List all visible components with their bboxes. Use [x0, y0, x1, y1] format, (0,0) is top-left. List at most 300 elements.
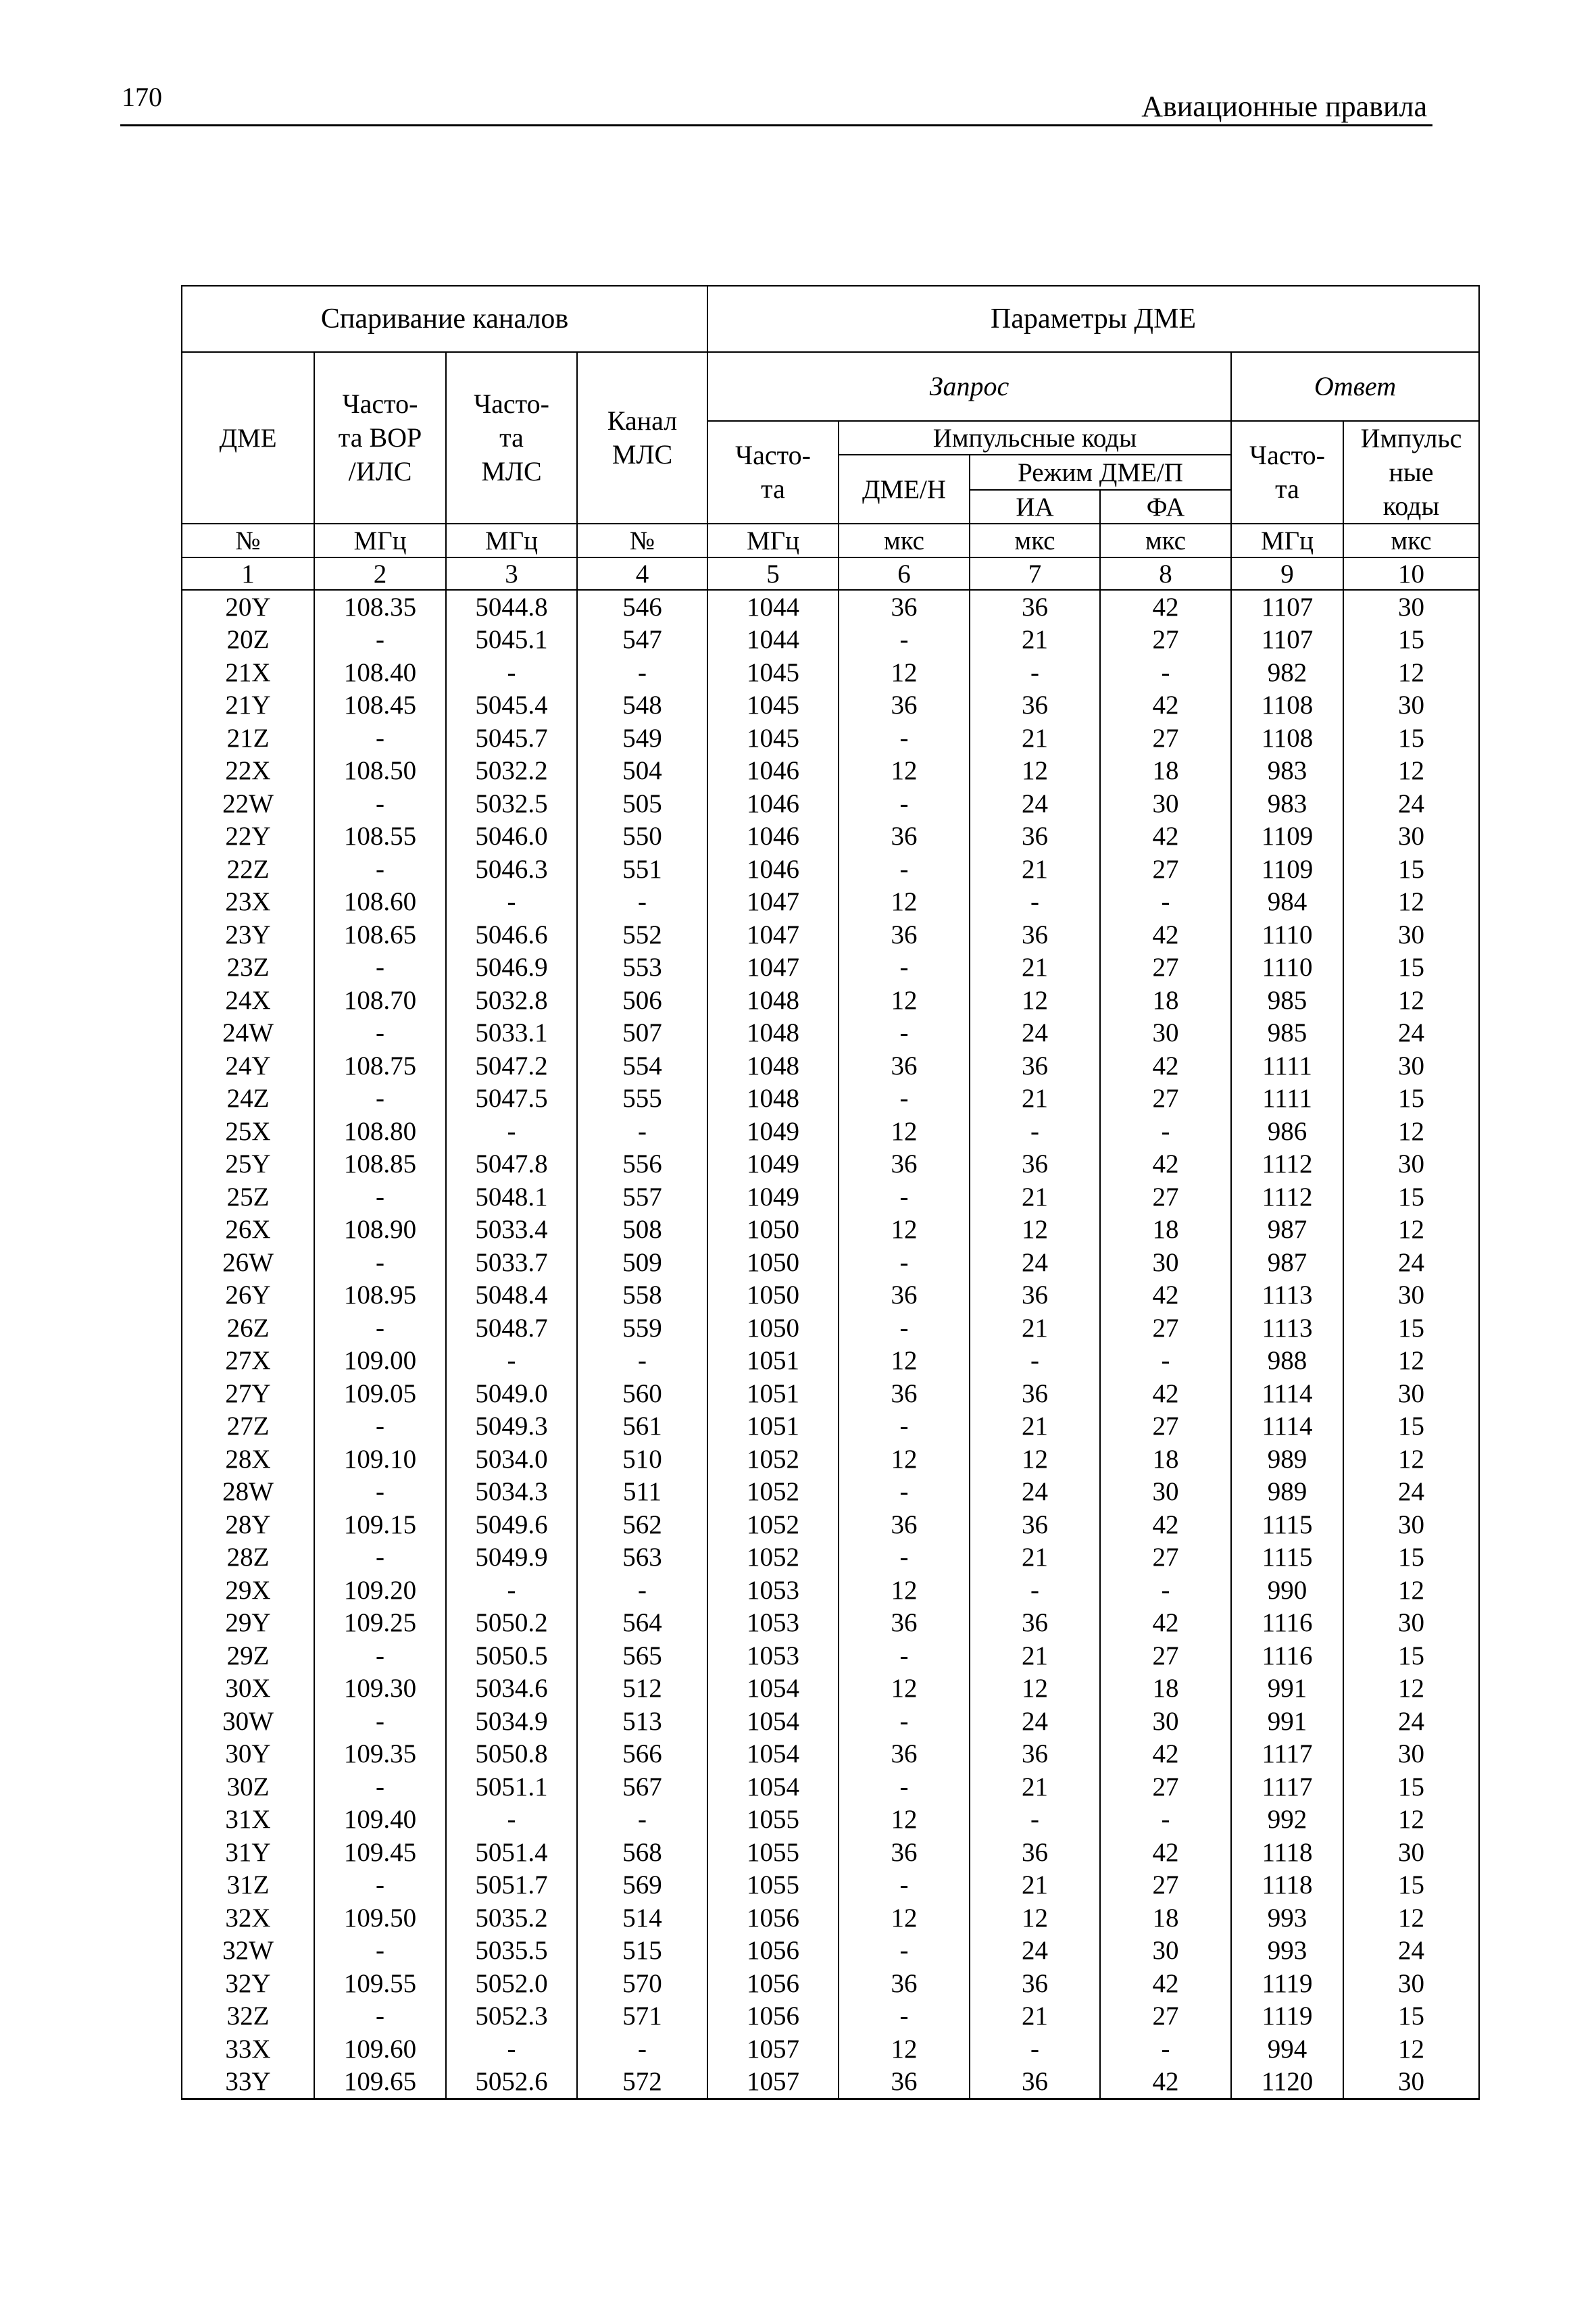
- table-cell: 12: [839, 984, 970, 1017]
- table-row: [182, 1639, 1479, 1672]
- table-cell: 30: [1343, 1836, 1479, 1869]
- table-cell: 31X: [182, 1803, 314, 1837]
- table-cell: 989: [1231, 1476, 1343, 1509]
- table-row: [182, 1738, 1479, 1771]
- table-cell: -: [314, 1312, 446, 1345]
- unit-cell: №: [577, 524, 707, 557]
- header-channel-mls: Канал МЛС: [577, 352, 707, 524]
- table-cell: 15: [1343, 1770, 1479, 1803]
- column-number: 9: [1231, 557, 1343, 590]
- table-cell: 1046: [707, 820, 839, 853]
- table-cell: 504: [577, 755, 707, 788]
- table-cell: 15: [1343, 853, 1479, 886]
- table-cell: 1050: [707, 1246, 839, 1279]
- table-cell: 21Y: [182, 689, 314, 722]
- table-cell: 1116: [1231, 1607, 1343, 1640]
- table-cell: 548: [577, 689, 707, 722]
- header-dme-n: ДМЕ/Н: [839, 455, 970, 524]
- table-row: [182, 984, 1479, 1017]
- table-cell: 108.35: [314, 590, 446, 624]
- table-row: [182, 886, 1479, 919]
- table-cell: 982: [1231, 656, 1343, 689]
- table-cell: -: [839, 853, 970, 886]
- table-cell: -: [314, 722, 446, 755]
- unit-cell: МГц: [707, 524, 839, 557]
- table-cell: 30: [1100, 1246, 1231, 1279]
- table-cell: -: [970, 1803, 1100, 1837]
- table-row: [182, 1279, 1479, 1312]
- table-cell: 24: [1343, 1017, 1479, 1050]
- table-cell: 30: [1343, 1279, 1479, 1312]
- table-cell: 1051: [707, 1410, 839, 1443]
- table-cell: 5034.3: [446, 1476, 577, 1509]
- table-cell: 36: [839, 1836, 970, 1869]
- table-cell: 24Y: [182, 1049, 314, 1082]
- table-cell: 12: [839, 1901, 970, 1935]
- table-cell: 1115: [1231, 1508, 1343, 1541]
- table-cell: 1048: [707, 1082, 839, 1116]
- table-cell: 551: [577, 853, 707, 886]
- table-cell: 5044.8: [446, 590, 577, 624]
- table-row: [182, 1901, 1479, 1935]
- table-cell: -: [970, 1345, 1100, 1378]
- table-cell: -: [839, 1639, 970, 1672]
- table-cell: 1044: [707, 624, 839, 657]
- table-cell: -: [1100, 2033, 1231, 2066]
- table-cell: 507: [577, 1017, 707, 1050]
- table-cell: 549: [577, 722, 707, 755]
- table-cell: 24: [970, 1246, 1100, 1279]
- table-cell: 30: [1343, 1148, 1479, 1181]
- table-cell: 18: [1100, 1672, 1231, 1706]
- table-cell: 109.45: [314, 1836, 446, 1869]
- table-cell: -: [1100, 1115, 1231, 1148]
- table-cell: 570: [577, 1967, 707, 2000]
- table-cell: 42: [1100, 689, 1231, 722]
- table-cell: 12: [839, 1345, 970, 1378]
- table-cell: 12: [970, 1901, 1100, 1935]
- header-dme: ДМЕ: [182, 352, 314, 524]
- table-cell: 30: [1100, 787, 1231, 820]
- table-cell: 18: [1100, 1443, 1231, 1476]
- table-cell: 983: [1231, 755, 1343, 788]
- table-cell: 108.80: [314, 1115, 446, 1148]
- table-cell: -: [314, 1476, 446, 1509]
- table-cell: 30: [1100, 1935, 1231, 1968]
- table-cell: 30: [1343, 689, 1479, 722]
- table-cell: 27: [1100, 1082, 1231, 1116]
- table-cell: 36: [839, 1738, 970, 1771]
- table-cell: 109.20: [314, 1574, 446, 1607]
- table-cell: 42: [1100, 1148, 1231, 1181]
- table-cell: -: [314, 1017, 446, 1050]
- unit-cell: МГц: [446, 524, 577, 557]
- table-cell: -: [839, 951, 970, 985]
- table-cell: 24: [1343, 787, 1479, 820]
- table-cell: 1056: [707, 1935, 839, 1968]
- table-cell: 1120: [1231, 2066, 1343, 2099]
- table-cell: 15: [1343, 1082, 1479, 1116]
- header-request: Запрос: [707, 352, 1231, 421]
- table-cell: 1117: [1231, 1770, 1343, 1803]
- table-cell: 27: [1100, 722, 1231, 755]
- table-row: [182, 1574, 1479, 1607]
- table-cell: 1109: [1231, 853, 1343, 886]
- table-cell: 5032.2: [446, 755, 577, 788]
- table-cell: -: [839, 1180, 970, 1214]
- table-cell: 1118: [1231, 1836, 1343, 1869]
- table-cell: 547: [577, 624, 707, 657]
- table-cell: 33X: [182, 2033, 314, 2066]
- table-cell: 30Z: [182, 1770, 314, 1803]
- table-cell: 1054: [707, 1770, 839, 1803]
- table-cell: 1055: [707, 1836, 839, 1869]
- table-cell: 5048.7: [446, 1312, 577, 1345]
- table-row: [182, 755, 1479, 788]
- table-cell: 21: [970, 2000, 1100, 2033]
- table-cell: 1107: [1231, 624, 1343, 657]
- table-cell: 36: [839, 590, 970, 624]
- table-cell: 108.90: [314, 1214, 446, 1247]
- header-mode-dme-p: Режим ДМЕ/П: [970, 455, 1231, 490]
- table-cell: 30Y: [182, 1738, 314, 1771]
- table-cell: -: [1100, 656, 1231, 689]
- table-cell: 12: [1343, 886, 1479, 919]
- table-cell: -: [314, 1541, 446, 1574]
- table-cell: 25Y: [182, 1148, 314, 1181]
- column-numbers-row: [182, 557, 1479, 590]
- table-cell: 553: [577, 951, 707, 985]
- table-cell: 27: [1100, 1770, 1231, 1803]
- table-cell: 563: [577, 1541, 707, 1574]
- table-cell: 512: [577, 1672, 707, 1706]
- table-cell: 12: [839, 1443, 970, 1476]
- table-row: [182, 853, 1479, 886]
- table-cell: -: [1100, 1345, 1231, 1378]
- column-number: 7: [970, 557, 1100, 590]
- table-cell: 22X: [182, 755, 314, 788]
- table-row: [182, 1508, 1479, 1541]
- table-cell: 505: [577, 787, 707, 820]
- table-row: [182, 1607, 1479, 1640]
- table-cell: 557: [577, 1180, 707, 1214]
- table-cell: 1112: [1231, 1180, 1343, 1214]
- table-cell: 21Z: [182, 722, 314, 755]
- table-cell: 24X: [182, 984, 314, 1017]
- table-cell: 15: [1343, 1869, 1479, 1902]
- table-cell: 36: [970, 590, 1100, 624]
- table-cell: 28X: [182, 1443, 314, 1476]
- table-cell: 27: [1100, 951, 1231, 985]
- table-cell: 42: [1100, 590, 1231, 624]
- table-cell: 108.60: [314, 886, 446, 919]
- table-row: [182, 1770, 1479, 1803]
- table-cell: 5051.1: [446, 1770, 577, 1803]
- table-cell: -: [839, 787, 970, 820]
- table-cell: 5033.4: [446, 1214, 577, 1247]
- table-cell: 42: [1100, 1836, 1231, 1869]
- table-cell: 23Z: [182, 951, 314, 985]
- table-cell: 42: [1100, 1049, 1231, 1082]
- table-cell: 12: [839, 1115, 970, 1148]
- table-cell: -: [839, 1869, 970, 1902]
- table-cell: 21: [970, 951, 1100, 985]
- table-cell: 12: [839, 2033, 970, 2066]
- table-cell: 1048: [707, 1017, 839, 1050]
- table-cell: 27: [1100, 1410, 1231, 1443]
- table-cell: 509: [577, 1246, 707, 1279]
- table-cell: 42: [1100, 820, 1231, 853]
- table-cell: 1045: [707, 689, 839, 722]
- table-cell: 108.55: [314, 820, 446, 853]
- table-cell: 986: [1231, 1115, 1343, 1148]
- table-cell: 26Y: [182, 1279, 314, 1312]
- table-cell: -: [314, 1705, 446, 1738]
- table-cell: 1052: [707, 1541, 839, 1574]
- table-cell: 566: [577, 1738, 707, 1771]
- table-cell: 26W: [182, 1246, 314, 1279]
- table-cell: -: [314, 1246, 446, 1279]
- table-cell: 5052.3: [446, 2000, 577, 2033]
- table-cell: 12: [970, 984, 1100, 1017]
- table-row: [182, 1148, 1479, 1181]
- table-cell: 21: [970, 1639, 1100, 1672]
- table-cell: 5049.0: [446, 1377, 577, 1410]
- table-cell: 560: [577, 1377, 707, 1410]
- table-cell: 1117: [1231, 1738, 1343, 1771]
- table-cell: 32X: [182, 1901, 314, 1935]
- table-cell: -: [1100, 886, 1231, 919]
- table-row: [182, 1541, 1479, 1574]
- table-cell: 36: [970, 918, 1100, 951]
- table-cell: -: [446, 2033, 577, 2066]
- table-cell: 1053: [707, 1639, 839, 1672]
- table-cell: 25X: [182, 1115, 314, 1148]
- unit-cell: мкс: [1343, 524, 1479, 557]
- table-cell: 1114: [1231, 1377, 1343, 1410]
- table-cell: 5048.1: [446, 1180, 577, 1214]
- table-cell: 513: [577, 1705, 707, 1738]
- table-cell: 42: [1100, 1377, 1231, 1410]
- table-cell: -: [314, 1639, 446, 1672]
- table-cell: 1045: [707, 656, 839, 689]
- table-cell: 1119: [1231, 1967, 1343, 2000]
- table-cell: 559: [577, 1312, 707, 1345]
- table-cell: 36: [839, 1279, 970, 1312]
- table-cell: 5047.2: [446, 1049, 577, 1082]
- table-cell: 1053: [707, 1607, 839, 1640]
- table-cell: 5033.7: [446, 1246, 577, 1279]
- unit-cell: мкс: [970, 524, 1100, 557]
- table-row: [182, 1836, 1479, 1869]
- table-cell: 36: [970, 1738, 1100, 1771]
- table-cell: 5047.5: [446, 1082, 577, 1116]
- table-cell: 988: [1231, 1345, 1343, 1378]
- table-cell: -: [314, 624, 446, 657]
- table-cell: 1116: [1231, 1639, 1343, 1672]
- table-cell: 1050: [707, 1312, 839, 1345]
- table-cell: 990: [1231, 1574, 1343, 1607]
- column-number: 10: [1343, 557, 1479, 590]
- page-number: 170: [122, 82, 162, 112]
- table-cell: -: [839, 624, 970, 657]
- column-number: 4: [577, 557, 707, 590]
- table-cell: 29X: [182, 1574, 314, 1607]
- table-cell: 29Y: [182, 1607, 314, 1640]
- table-cell: 42: [1100, 1279, 1231, 1312]
- table-header: [182, 286, 1479, 590]
- table-cell: 24: [1343, 1476, 1479, 1509]
- table-cell: 12: [1343, 656, 1479, 689]
- table-cell: 1050: [707, 1214, 839, 1247]
- table-cell: 28Z: [182, 1541, 314, 1574]
- table-cell: 36: [970, 1967, 1100, 2000]
- table-cell: 30: [1343, 1377, 1479, 1410]
- table-cell: 1044: [707, 590, 839, 624]
- table-row: [182, 1672, 1479, 1706]
- table-cell: 569: [577, 1869, 707, 1902]
- table-cell: 989: [1231, 1443, 1343, 1476]
- table-cell: -: [577, 1803, 707, 1837]
- table-cell: 42: [1100, 1967, 1231, 2000]
- table-cell: 1051: [707, 1377, 839, 1410]
- table-cell: 12: [1343, 984, 1479, 1017]
- table-cell: 36: [839, 918, 970, 951]
- table-cell: 5046.0: [446, 820, 577, 853]
- header-reply-frequency: Часто- та: [1231, 421, 1343, 524]
- table-row: [182, 1410, 1479, 1443]
- table-cell: 30: [1343, 1607, 1479, 1640]
- table-cell: 30: [1343, 2066, 1479, 2099]
- table-cell: 993: [1231, 1935, 1343, 1968]
- table-cell: -: [577, 2033, 707, 2066]
- table-cell: 12: [839, 1672, 970, 1706]
- table-cell: 18: [1100, 755, 1231, 788]
- table-cell: 27: [1100, 853, 1231, 886]
- table-cell: 5034.9: [446, 1705, 577, 1738]
- table-cell: 30: [1343, 590, 1479, 624]
- table-cell: 12: [1343, 1214, 1479, 1247]
- table-cell: 108.40: [314, 656, 446, 689]
- table-cell: -: [314, 1869, 446, 1902]
- table-cell: 1108: [1231, 689, 1343, 722]
- table-cell: 27: [1100, 1639, 1231, 1672]
- table-cell: 1053: [707, 1574, 839, 1607]
- table-cell: 31Z: [182, 1869, 314, 1902]
- table-row: [182, 2000, 1479, 2033]
- table-cell: 1055: [707, 1869, 839, 1902]
- table-cell: 992: [1231, 1803, 1343, 1837]
- table-cell: 24W: [182, 1017, 314, 1050]
- table-cell: 108.65: [314, 918, 446, 951]
- table-cell: 36: [970, 1279, 1100, 1312]
- table-cell: -: [577, 1574, 707, 1607]
- table-cell: 5046.6: [446, 918, 577, 951]
- table-cell: 21: [970, 722, 1100, 755]
- table-cell: 36: [839, 1508, 970, 1541]
- table-cell: 1056: [707, 1901, 839, 1935]
- table-cell: 508: [577, 1214, 707, 1247]
- table-cell: 108.95: [314, 1279, 446, 1312]
- table-cell: 108.70: [314, 984, 446, 1017]
- header-request-frequency: Часто- та: [707, 421, 839, 524]
- table-cell: -: [577, 1115, 707, 1148]
- table-cell: 994: [1231, 2033, 1343, 2066]
- table-cell: -: [839, 1246, 970, 1279]
- table-cell: 5050.8: [446, 1738, 577, 1771]
- table-cell: 36: [970, 1377, 1100, 1410]
- table-cell: 5050.5: [446, 1639, 577, 1672]
- table-cell: 5047.8: [446, 1148, 577, 1181]
- table-cell: -: [314, 951, 446, 985]
- table-cell: 556: [577, 1148, 707, 1181]
- table-cell: 27Z: [182, 1410, 314, 1443]
- header-fa: ФА: [1100, 490, 1231, 524]
- table-cell: 33Y: [182, 2066, 314, 2099]
- table-cell: 22Y: [182, 820, 314, 853]
- table-cell: 12: [1343, 1672, 1479, 1706]
- table-cell: -: [1100, 1803, 1231, 1837]
- table-cell: 514: [577, 1901, 707, 1935]
- table-cell: 12: [1343, 1901, 1479, 1935]
- table-cell: 36: [970, 1607, 1100, 1640]
- table-cell: 1112: [1231, 1148, 1343, 1181]
- table-row: [182, 1246, 1479, 1279]
- table-row: [182, 951, 1479, 985]
- table-cell: 984: [1231, 886, 1343, 919]
- table-cell: 5049.6: [446, 1508, 577, 1541]
- table-row: [182, 787, 1479, 820]
- unit-cell: мкс: [839, 524, 970, 557]
- running-title: Авиационные правила: [1141, 90, 1427, 123]
- table-row: [182, 1705, 1479, 1738]
- table-cell: 12: [839, 886, 970, 919]
- table-cell: 15: [1343, 624, 1479, 657]
- table-cell: 1114: [1231, 1410, 1343, 1443]
- unit-cell: МГц: [314, 524, 446, 557]
- table-cell: 1046: [707, 755, 839, 788]
- unit-cell: №: [182, 524, 314, 557]
- header-reply: Ответ: [1231, 352, 1479, 421]
- table-cell: 562: [577, 1508, 707, 1541]
- table-cell: 1113: [1231, 1312, 1343, 1345]
- table-cell: -: [839, 1312, 970, 1345]
- table-cell: 558: [577, 1279, 707, 1312]
- table-cell: 27: [1100, 2000, 1231, 2033]
- table-cell: 1048: [707, 984, 839, 1017]
- table-cell: 36: [839, 1607, 970, 1640]
- table-cell: 511: [577, 1476, 707, 1509]
- table-cell: 1056: [707, 1967, 839, 2000]
- table-cell: 36: [839, 689, 970, 722]
- table-cell: 12: [1343, 1345, 1479, 1378]
- table-cell: 21: [970, 1312, 1100, 1345]
- table-cell: -: [577, 1345, 707, 1378]
- column-number: 6: [839, 557, 970, 590]
- table-cell: -: [839, 1476, 970, 1509]
- table-cell: 12: [1343, 755, 1479, 788]
- table-cell: 1045: [707, 722, 839, 755]
- table-cell: 31Y: [182, 1836, 314, 1869]
- table-cell: 5046.3: [446, 853, 577, 886]
- table-cell: 30: [1343, 1049, 1479, 1082]
- table-cell: 1047: [707, 886, 839, 919]
- table-cell: -: [446, 1574, 577, 1607]
- table-cell: 5035.2: [446, 1901, 577, 1935]
- table-row: [182, 1312, 1479, 1345]
- header-ia: ИА: [970, 490, 1100, 524]
- table-cell: -: [446, 886, 577, 919]
